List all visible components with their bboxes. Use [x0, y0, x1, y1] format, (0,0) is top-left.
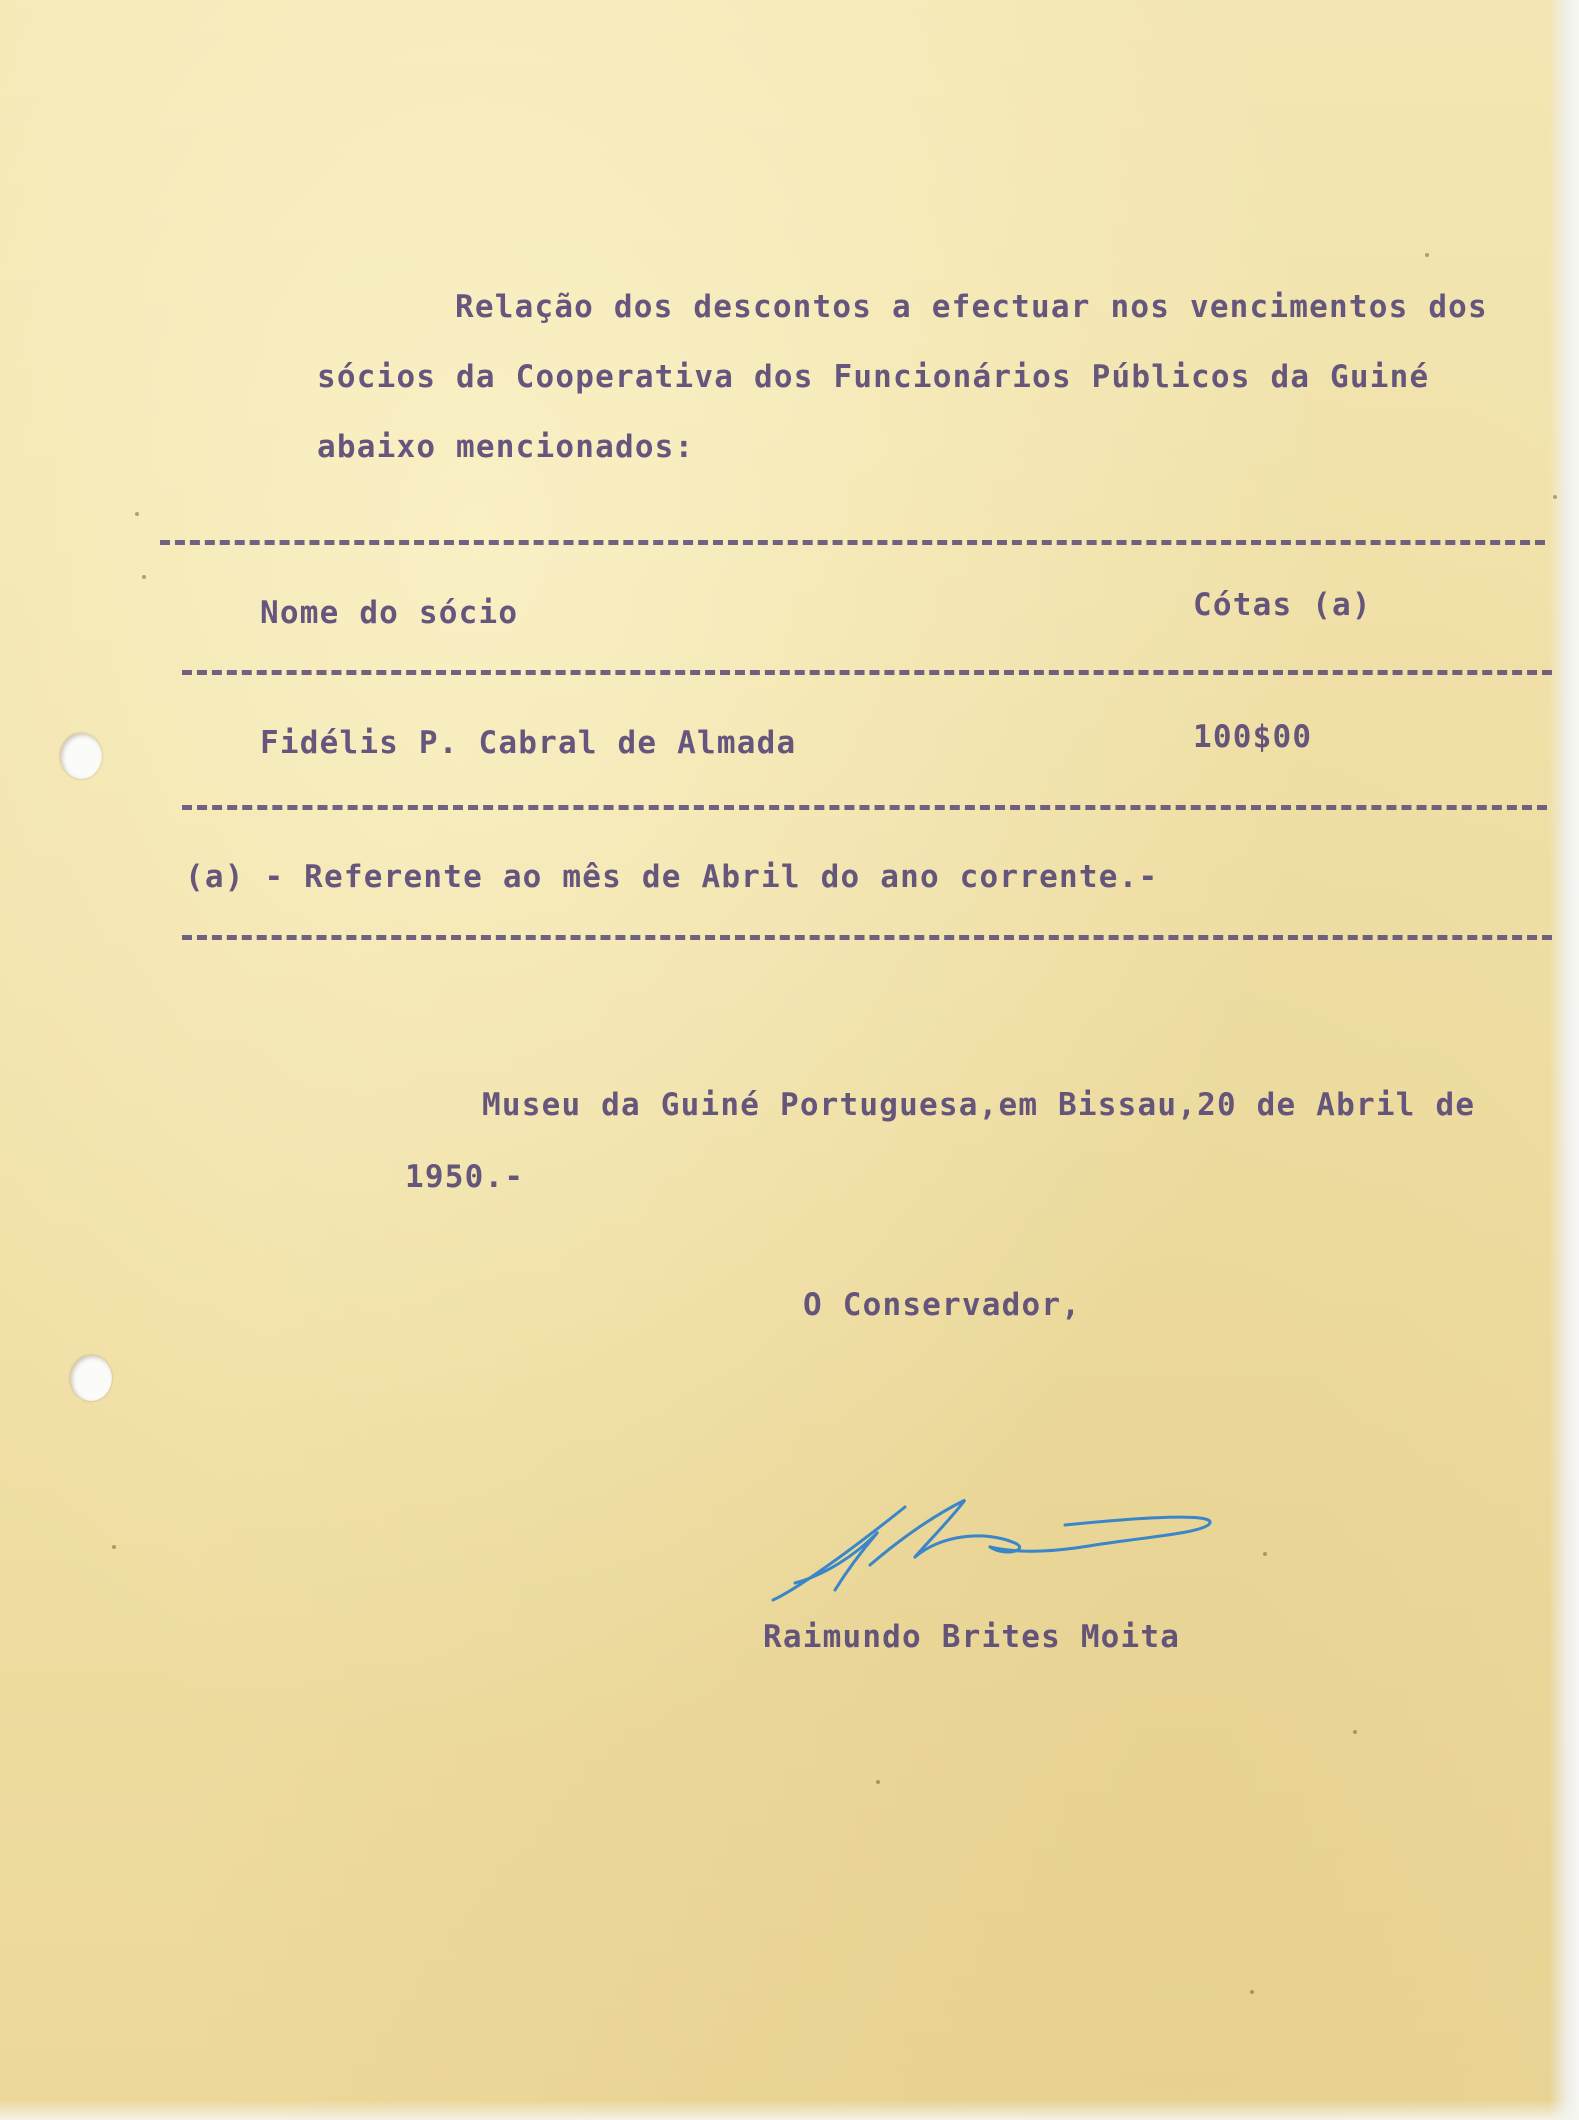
row-member-quota: 100$00 — [1193, 719, 1313, 755]
table-rule-header — [182, 670, 1552, 675]
place-date-line-1: Museu da Guiné Portuguesa,em Bissau,20 de Abril de — [482, 1087, 1476, 1123]
page-edge-bottom — [0, 2100, 1579, 2120]
column-header-name: Nome do sócio — [260, 595, 519, 631]
intro-line-1: Relação dos descontos a efectuar nos vencimentos dos — [455, 289, 1488, 325]
punch-hole-top — [60, 733, 102, 779]
table-rule-top — [160, 540, 1545, 545]
signer-name: Raimundo Brites Moita — [763, 1619, 1181, 1655]
row-member-name: Fidélis P. Cabral de Almada — [260, 725, 797, 761]
footnote: (a) - Referente ao mês de Abril do ano corrente.- — [185, 859, 1159, 895]
page-edge-right — [1549, 0, 1579, 2120]
place-date-line-2: 1950.- — [405, 1159, 525, 1195]
punch-hole-bottom — [70, 1355, 112, 1401]
intro-line-2: sócios da Cooperativa dos Funcionários Públicos da Guiné — [317, 359, 1430, 395]
column-header-quota: Cótas (a) — [1193, 587, 1372, 623]
table-rule-bottom — [182, 935, 1552, 940]
intro-line-3: abaixo mencionados: — [317, 429, 695, 465]
table-rule-body — [182, 805, 1547, 810]
signoff-title: O Conservador, — [803, 1287, 1082, 1323]
handwritten-signature — [765, 1495, 1225, 1615]
